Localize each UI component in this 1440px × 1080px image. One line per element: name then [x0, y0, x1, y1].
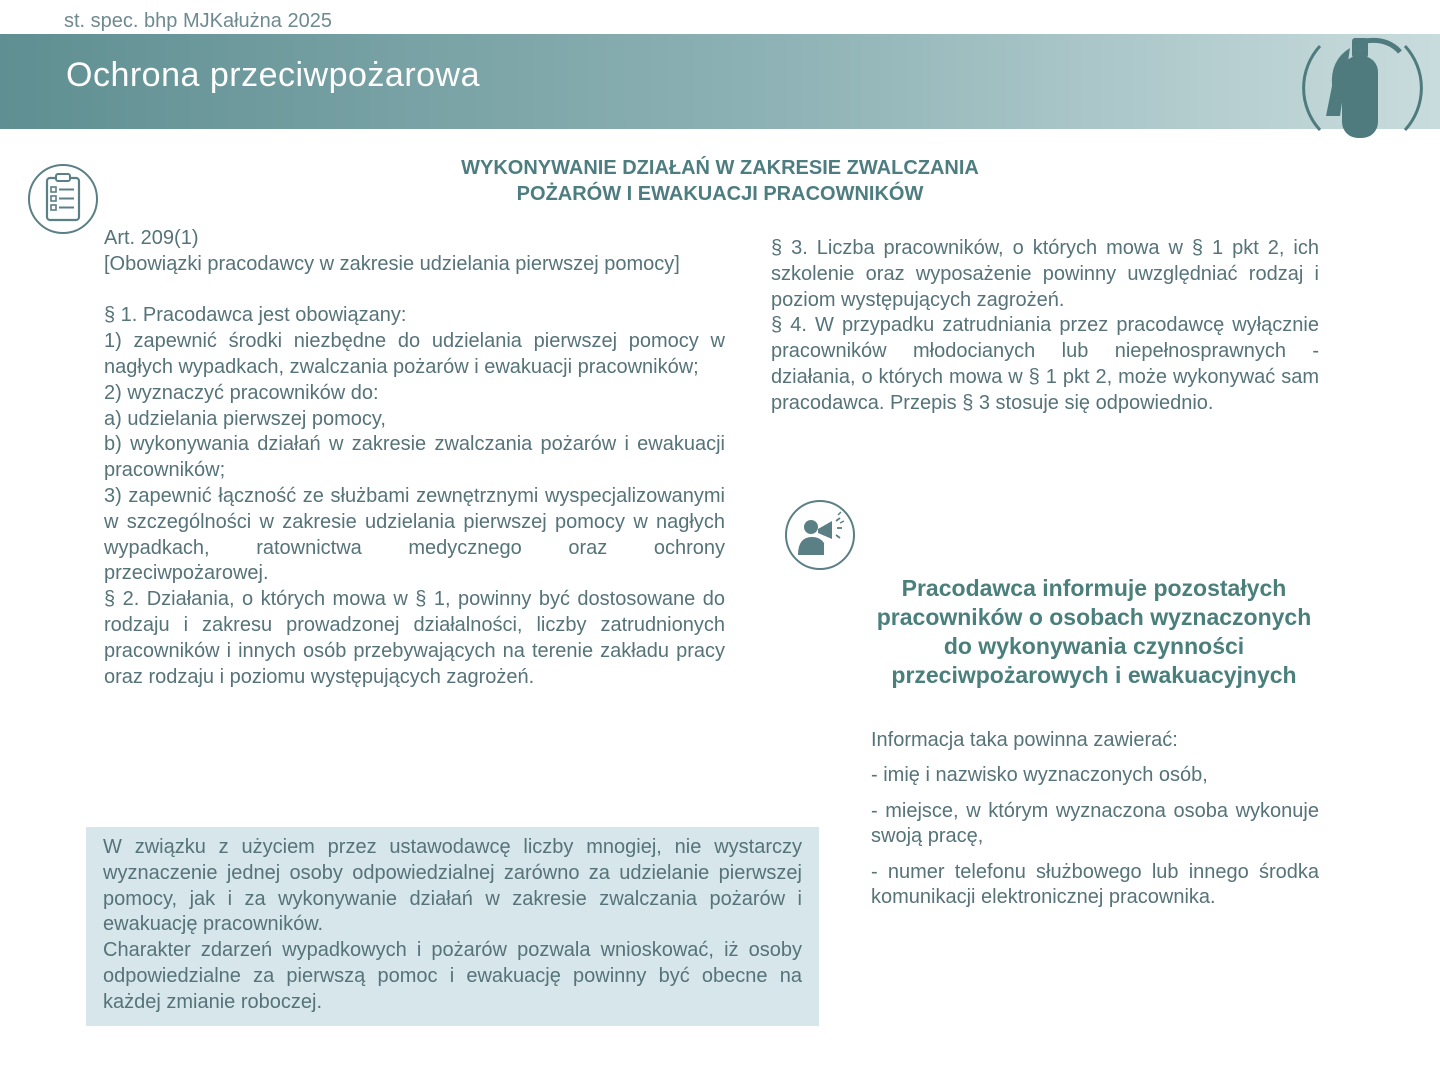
paragraph-1-item-2b: b) wykonywania działań w zakresie zwalczania pożarów i ewakuacji pracowników; — [104, 433, 725, 482]
clipboard-checklist-icon — [27, 163, 99, 235]
paragraph-4: § 4. W przypadku zatrudniania przez pracodawcę wyłącznie pracowników młodocianych lub niepełnosprawnych - działania, o których mowa w § 1 pkt 2, może wykonywać sam pracodawca. Przepis § 3 stosuje się odpowiednio. — [771, 314, 1319, 414]
title-banner — [0, 34, 1440, 129]
article-left-column — [104, 226, 725, 690]
paragraph-1-item-2: 2) wyznaczyć pracowników do: — [104, 381, 379, 404]
article-subtitle: [Obowiązki pracodawcy w zakresie udzielania pierwszej pomocy] — [104, 252, 680, 275]
article-title: Art. 209(1) — [104, 227, 199, 249]
person-megaphone-icon — [784, 499, 856, 571]
paragraph-1-item-3: 3) zapewnić łączność ze służbami zewnętrznymi wyspecjalizowanymi w szczególności w zakresie udzielania pierwszej pomocy w nagłych wypadkach, ratownictwa medycznego oraz ochrony przeciwpożarowej. — [104, 484, 725, 585]
info-item: - numer telefonu służbowego lub innego środka komunikacji elektronicznej pracownika. — [871, 860, 1319, 909]
commentary-box — [86, 827, 819, 1026]
commentary-paragraph-2: Charakter zdarzeń wypadkowych i pożarów pozwala wnioskować, iż osoby odpowiedzialne za pierwszą pomoc i ewakuację powinny być obecne na każdej zmianie roboczej. — [103, 939, 802, 1013]
paragraph-1-intro: § 1. Pracodawca jest obowiązany: — [104, 304, 407, 327]
paragraph-1-item-1: 1) zapewnić środki niezbędne do udzielania pierwszej pomocy w nagłych wypadkach, zwalczania pożarów i ewakuacji pracowników; — [104, 330, 725, 378]
info-item: - imię i nazwisko wyznaczonych osób, — [871, 764, 1208, 787]
info-item: - miejsce, w którym wyznaczona osoba wykonuje swoją pracę, — [871, 799, 1319, 848]
article-right-column — [771, 236, 1319, 417]
paragraph-2: § 2. Działania, o których mowa w § 1, powinny być dostosowane do rodzaju i zakresu prowadzonej działalności, liczby zatrudnionych pracowników i innych osób przebywających na terenie zakładu pracy oraz rodzaju i poziomu występujących zagrożeń. — [104, 588, 725, 688]
fire-extinguisher-icon — [1290, 34, 1430, 142]
page-title: Ochrona przeciwpożarowa — [66, 56, 481, 94]
commentary-paragraph-1: W związku z użyciem przez ustawodawcę liczby mnogiej, nie wystarczy wyznaczenie jednej osoby odpowiedzialnej zarówno za udzielanie pierwszej pomocy, jak i za wykonywanie działań w zakresie zwalczania pożarów i ewakuację pracowników. — [103, 836, 802, 936]
info-list — [871, 728, 1319, 921]
section-heading-line-2: POŻARÓW I EWAKUACJI PRACOWNIKÓW — [516, 183, 924, 205]
section-heading — [300, 155, 1140, 207]
info-heading: Pracodawca informuje pozostałych pracowników o osobach wyznaczonych do wykonywania czynności przeciwpożarowych i ewakuacyjnych — [876, 575, 1312, 688]
author-note: st. spec. bhp MJKałużna 2025 — [64, 10, 332, 32]
paragraph-3: § 3. Liczba pracowników, o których mowa w § 1 pkt 2, ich szkolenie oraz wyposażenie powinny uwzględniać rodzaj i poziom występujących zagrożeń. — [771, 237, 1319, 311]
paragraph-1-item-2a: a) udzielania pierwszej pomocy, — [104, 407, 386, 430]
info-intro: Informacja taka powinna zawierać: — [871, 729, 1178, 751]
section-heading-line-1: WYKONYWANIE DZIAŁAŃ W ZAKRESIE ZWALCZANIA — [461, 157, 979, 179]
